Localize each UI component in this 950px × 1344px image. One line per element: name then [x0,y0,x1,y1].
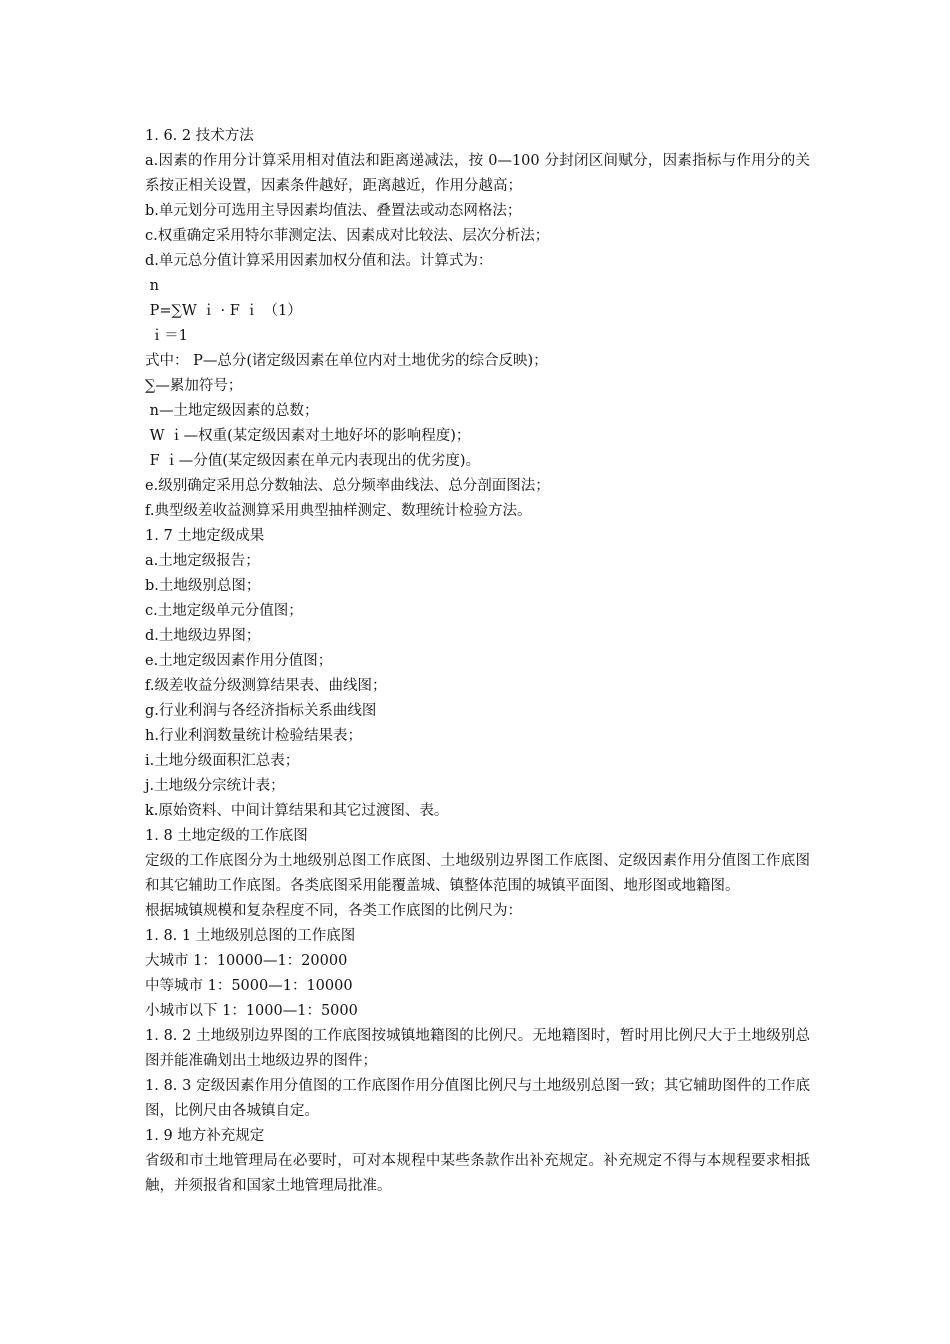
list-item-b: b.土地级别总图； [145,578,261,594]
paragraph-item-c: c.权重确定采用特尔菲测定法、因素成对比较法、层次分析法； [145,228,550,244]
list-item-j: j.土地级分宗统计表； [145,778,285,794]
formula-legend-w: W ｉ—权重(某定级因素对土地好坏的影响程度)； [145,428,471,444]
document-page [145,124,810,1199]
list-item-g: g.行业利润与各经济指标关系曲线图 [145,703,377,719]
paragraph-item-a: a.因素的作用分计算采用相对值法和距离递减法，按 0—100 分封闭区间赋分，因素指标与作用分的关系按正相关设置，因素条件越好，距离越近，作用分越高； [145,153,810,194]
paragraph-base-map: 定级的工作底图分为土地级别总图工作底图、土地级别边界图工作底图、定级因素作用分值图工作底图和其它辅助工作底图。各类底图采用能覆盖城、镇整体范围的城镇平面图、地形图或地籍图。 [145,853,810,894]
scale-medium-city: 中等城市 1：5000—1：10000 [145,978,353,994]
list-item-f: f.级差收益分级测算结果表、曲线图； [145,678,387,694]
formula-legend-sum: ∑—累加符号； [145,378,243,394]
formula-legend-n: n—土地定级因素的总数； [145,403,319,419]
list-item-c: c.土地定级单元分值图； [145,603,303,619]
formula-lower-limit: ｉ＝1 [145,328,188,344]
formula-main: P=∑W ｉ · F ｉ （1） [145,303,302,319]
list-item-h: h.行业利润数量统计检验结果表； [145,728,362,744]
paragraph-local-rules: 省级和市土地管理局在必要时，可对本规程中某些条款作出补充规定。补充规定不得与本规程要求相抵触，并须报省和国家土地管理局批准。 [145,1153,810,1194]
section-heading-1-6-2: 1. 6. 2 技术方法 [145,128,254,144]
section-heading-1-8: 1. 8 土地定级的工作底图 [145,828,308,844]
paragraph-1-8-2: 1. 8. 2 土地级别边界图的工作底图按城镇地籍图的比例尺。无地籍图时，暂时用比例尺大于土地级别总图并能准确划出土地级边界的图件； [145,1028,810,1069]
paragraph-item-f: f.典型级差收益测算采用典型抽样测定、数理统计检验方法。 [145,503,532,519]
scale-small-city: 小城市以下 1：1000—1：5000 [145,1003,358,1019]
scale-large-city: 大城市 1：10000—1：20000 [145,953,348,969]
list-item-d: d.土地级边界图； [145,628,261,644]
paragraph-1-8-3: 1. 8. 3 定级因素作用分值图的工作底图作用分值图比例尺与土地级别总图一致；其它辅助图件的工作底图，比例尺由各城镇自定。 [145,1078,810,1119]
section-heading-1-7: 1. 7 土地定级成果 [145,528,265,544]
list-item-k: k.原始资料、中间计算结果和其它过渡图、表。 [145,803,449,819]
formula-upper-limit: n [145,278,159,294]
formula-legend-p: 式中： P—总分(诸定级因素在单位内对土地优劣的综合反映)； [145,353,548,369]
section-heading-1-9: 1. 9 地方补充规定 [145,1128,265,1144]
paragraph-scale-intro: 根据城镇规模和复杂程度不同，各类工作底图的比例尺为： [145,903,522,919]
section-heading-1-8-1: 1. 8. 1 土地级别总图的工作底图 [145,928,356,944]
list-item-a: a.土地定级报告； [145,553,260,569]
list-item-e: e.土地定级因素作用分值图； [145,653,333,669]
list-item-i: i.土地分级面积汇总表； [145,753,300,769]
formula-legend-f: F ｉ—分值(某定级因素在单元内表现出的优劣度)。 [145,453,481,469]
paragraph-item-d: d.单元总分值计算采用因素加权分值和法。计算式为： [145,253,493,269]
paragraph-item-e: e.级别确定采用总分数轴法、总分频率曲线法、总分剖面图法； [145,478,550,494]
paragraph-item-b: b.单元划分可选用主导因素均值法、叠置法或动态网格法； [145,203,522,219]
